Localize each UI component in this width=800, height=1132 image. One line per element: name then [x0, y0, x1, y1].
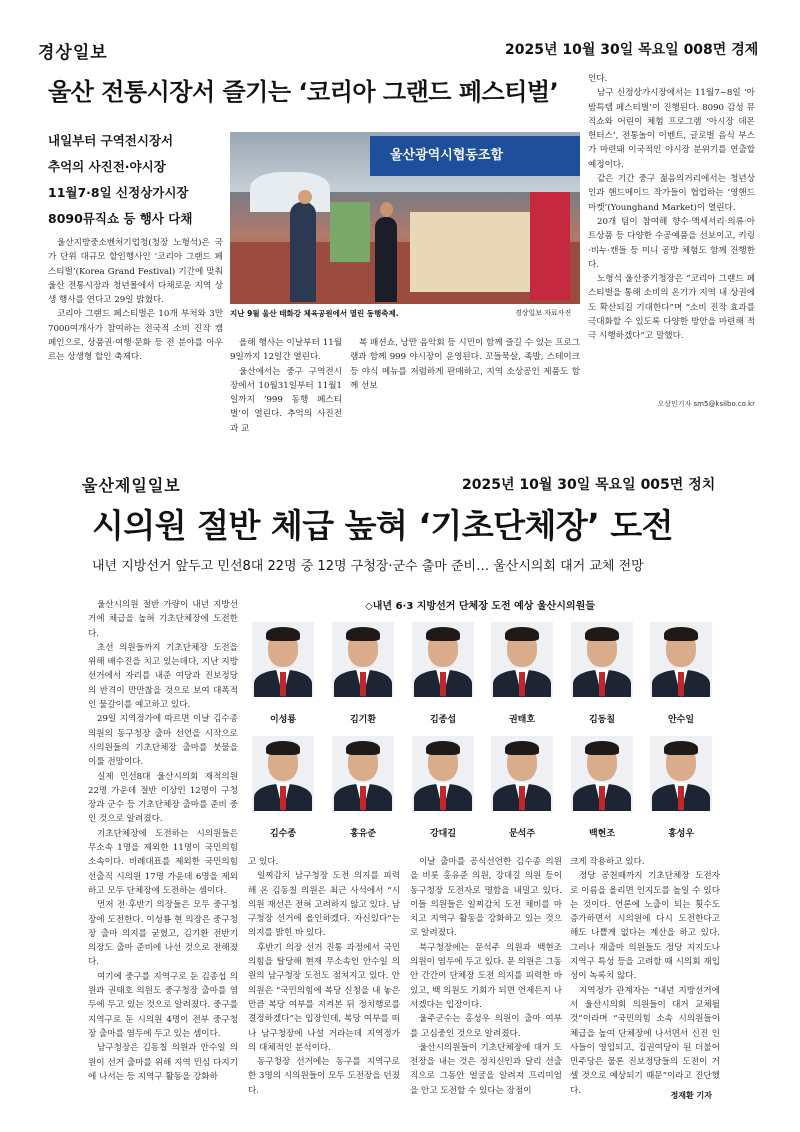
- paragraph: 울산시의원 절반 가량이 내년 지방선거에 체급을 높혀 기초단체장에 도전한다.: [88, 600, 238, 639]
- councilor-name: 권태호: [508, 715, 536, 725]
- paragraph: 지역정가 관계자는 “내년 지방선거에서 울산시의회 의원들이 대거 교체될 것”이라며 “국민의힘 소속 시의원들이 체급을 높여 단체장에 나서면서 신진 인사들이 영입되고, 집권여당이 된 더불어민주당은 물론 진보정당들의 도전이 거셀 것으로 예상되기 때문”이라고 진단했다.: [570, 985, 720, 1096]
- paragraph: 같은 기간 중구 젊음의거리에서는 청년상인과 핸드메이드 작가들이 협업하는 ‘영핸드마켓’(Younghand Market)이 열린다.: [588, 174, 755, 213]
- councilor-portrait: [412, 736, 474, 811]
- byline: 정재환 기자: [670, 1091, 712, 1100]
- councilor-portrait: [650, 622, 712, 697]
- dateline: 2025년 10월 30일 목요일 008면 경제: [505, 42, 759, 58]
- councilor-name: 강대길: [429, 829, 457, 839]
- paragraph: 초선 의원들까지 기초단체장 도전을 위해 배수진을 치고 있는데다, 지난 지방선거에서 자리를 내준 여당과 진보정당의 반격이 만만찮을 것으로 보여 대폭적인 물갈이를 예고하고 있다.: [88, 642, 238, 711]
- councilor-portrait: [571, 736, 633, 811]
- paragraph: 울산시의원들이 기초단체장에 대거 도전장을 내는 것은 정치신인과 달리 선출직으로 그동안 얼굴을 알려져 프리미엄을 안고 도전할 수 있다는 장점이: [410, 1042, 562, 1096]
- paragraph: 29일 지역정가에 따르면 이날 김수종 의원의 동구청장 출마 선언을 시작으로 시의원들의 기초단체장 출마를 붓물을 이룰 전망이다.: [88, 714, 238, 768]
- councilor-name: 이성룡: [269, 715, 297, 725]
- article-column-2: [248, 855, 400, 1098]
- paragraph: 울산에서는 중구 구역전시장에서 10월31일부터 11월1일까지 ‘999 동행 페스티벌’이 열린다. 추억의 사진전과 교: [230, 366, 342, 434]
- subheadline: 내년 지방선거 앞두고 민선8대 22명 중 12명 구청장·군수 출마 준비… 울산시의회 대거 교체 전망: [92, 559, 644, 574]
- paragraph: 20개 팀이 참여해 향수·액세서리·의류·아트상품 등 다양한 수공예품을 선보이고, 키링·비누·캔들 등 미니 공방 체험도 함께 진행한다.: [588, 216, 755, 270]
- byline: 오상민기자 sm5@ksilbo.co.kr: [657, 400, 755, 408]
- paragraph: 동구청장 선거에는 동구를 지역구로 한 3명의 시의원들이 모두 도전장을 던졌다.: [248, 1057, 400, 1096]
- paragraph: 고 있다.: [248, 857, 279, 867]
- photo-caption: 지난 9월 울산 태화강 체육공원에서 열린 동행축제.: [230, 309, 399, 318]
- article-column-3: [410, 855, 562, 1098]
- councilor-name: 김종섭: [429, 715, 457, 725]
- councilor-portrait: [650, 736, 712, 811]
- councilor-portrait: [252, 736, 314, 811]
- booth-banner-text: 울산광역시협동조합: [390, 148, 504, 163]
- councilor-name: 문석주: [508, 829, 536, 839]
- article-column-2: [230, 336, 342, 436]
- paragraph: 복 패션쇼, 낭만 음악회 등 시민이 함께 즐길 수 있는 프로그램과 함께 999 야시장이 운영된다. 꼬들묵살, 족발, 스테이크 등 야식 메뉴를 저렴하게 판매하고, 지역 소상공인 제품도 함께 선보: [350, 338, 580, 391]
- paragraph: 후반기 의장 선거 진통 과정에서 국민의힘을 탈당해 현재 무소속인 안수일 의원의 남구청장 도전도 점쳐지고 있다. 안 의원은 “국민의힘에 복당 신청을 내 놓은 만큼 복당 여부를 지켜본 뒤 정치행로를 결정하겠다”는 입장인데, 복당 여부를 떠나 남구청장에 나설 거라는데 지역정가의 대체적인 분석이다.: [248, 942, 400, 1053]
- article-column-1: [88, 598, 238, 1084]
- councilor-portrait: [571, 622, 633, 697]
- dateline: 2025년 10월 30일 목요일 005면 정치: [462, 477, 716, 493]
- councilor-name: 백현조: [588, 829, 616, 839]
- paragraph: 여기에 중구를 지역구로 둔 김종섭 의원과 권태호 의원도 중구청장 출마를 염두에 두고 있는 것으로 알려졌다. 중구를 지역구로 둔 시의원 4명이 전부 중구청장 출마를 염두에 두고 있는 셈이다.: [88, 971, 238, 1039]
- festival-photo: [230, 132, 580, 304]
- subhead-line: 내일부터 구역전시장서: [48, 133, 174, 148]
- paragraph: 노형석 울산중기청장은 “코리아 그랜드 페스티벌을 통해 소비의 온기가 지역 내 상권에도 확산되길 기대한다”며 “소비 진작 효과를 극대화할 수 있도록 다양한 방안을 마련해 적극 시행하겠다”고 말했다.: [588, 274, 755, 342]
- councilor-portrait: [491, 622, 553, 697]
- person-figure: [290, 202, 316, 302]
- councilor-portrait: [412, 622, 474, 697]
- headline: 울산 전통시장서 즐기는 ‘코리아 그랜드 페스티벌’: [48, 78, 559, 106]
- paragraph: 올해 행사는 이날부터 11월9일까지 12일간 열린다.: [230, 338, 342, 363]
- subhead-line: 추억의 사진전·야시장: [48, 159, 166, 174]
- paragraph: 울주군수는 홍성우 의원이 출마 여부를 고심중인 것으로 알려졌다.: [410, 1014, 562, 1039]
- article-column-4: [570, 855, 720, 1098]
- paragraph: 일찌감치 남구청장 도전 의지를 피력해 온 김동칠 의원은 최근 사석에서 “시의원 재선은 전혀 고려하지 않고 있다. 남구청장 선거에 올인하겠다. 자신있다”는 의지를 밝힌 바 있다.: [248, 871, 400, 939]
- paragraph: 인다.: [588, 74, 608, 84]
- paragraph: 코리아 그랜드 페스티벌은 10개 부처와 3만7000여개사가 참여하는 전국적 소비 진작 캠페인으로, 상품권·여행·문화 등 전 분야를 아우르는 상생형 할인 축제다.: [48, 309, 223, 363]
- councilor-name: 김기환: [349, 715, 377, 725]
- article-column-1: [48, 236, 223, 365]
- article-column-4: [588, 72, 755, 344]
- paragraph: 남구청장은 김동칠 의원과 안수일 의원이 선거 출마를 위해 지역 민심 다지기에 나서는 등 지역구 활동을 강화하: [88, 1043, 238, 1082]
- councilor-name: 홍유준: [349, 829, 377, 839]
- paragraph: 울산지방중소벤처기업청(청장 노형석)은 국가 단위 대규모 할인행사인 ‘코리아 그랜드 페스티벌’(Korea Grand Festival) 기간에 맞춰 울산 전통시장과 청년몰에서 다채로운 지역 상생 행사를 연다고 29일 밝혔다.: [48, 238, 223, 306]
- councilor-portrait: [332, 736, 394, 811]
- newspaper-name: 울산제일일보: [82, 476, 181, 495]
- photo-credit: 경상일보 자료사진: [515, 309, 572, 317]
- subhead-block: [48, 128, 223, 232]
- councilor-name: 안수일: [667, 715, 695, 725]
- councilor-portrait: [491, 736, 553, 811]
- subhead-line: 8090뮤직쇼 등 행사 다채: [48, 211, 193, 226]
- paragraph: 먼저 전·후반기 의장들은 모두 중구청장에 도전한다. 이성룡 현 의장은 중구청장 출마 의지를 굳혔고, 김기환 전반기 의장도 출마 준비에 나선 것으로 전해졌다.: [88, 900, 238, 968]
- paragraph: 북구청장에는 문석주 의원과 백현조 의원이 염두에 두고 있다. 문 의원은 그동안 간간이 단체장 도전 의지를 피력한 바 있고, 백 의원도 기회가 되면 언제든지 나서겠다는 입장이다.: [410, 942, 562, 1010]
- councilor-name: 김동칠: [588, 715, 616, 725]
- paragraph: 정당 공천때까지 기초단체장 도전자로 이름을 올리면 인지도를 높일 수 있다는 것이다. 언론에 노출이 되는 횟수도 증가하면서 시의원에 다시 도전한다고 해도 나쁠게 없다는 계산을 하고 있다. 그러나 재출마 의원들도 정당 지지도나 지역구 특성 등을 고려할 때 시의회 재입성이 녹록치 않다.: [570, 871, 720, 982]
- subhead-line: 11월7·8일 신정상가시장: [48, 185, 189, 200]
- councilor-name: 홍성우: [667, 829, 695, 839]
- paragraph: 실제 민선8대 울산시의회 재적의원 22명 가운데 절반 이상인 12명이 구청장과 군수 등 기초단체장 출마를 준비 중인 것으로 알려졌다.: [88, 771, 238, 825]
- newspaper-name: 경상일보: [38, 43, 108, 63]
- paragraph: 이날 출마를 공식선언한 김수종 의원을 비롯 홍유준 의원, 강대길 의원 등이 동구청장 도전자로 명함을 내밀고 있다. 이들 의원들은 일찌감치 도전 채비를 마치고 지역구 활동을 강화하고 있는 것으로 알려졌다.: [410, 857, 562, 939]
- councilor-name: 김수종: [269, 829, 297, 839]
- councilor-portrait: [252, 622, 314, 697]
- paragraph: 기초단체장에 도전하는 시의원들은 무소속 1명을 제외한 11명이 국민의힘 소속이다. 비례대표를 제외한 국민의힘 선출직 시의원 17명 가운데 6명을 제외하고 모두 단체장에 도전하는 셈이다.: [88, 828, 238, 896]
- headline: 시의원 절반 체급 높혀 ‘기초단체장’ 도전: [92, 506, 674, 545]
- article-column-3: [350, 336, 580, 393]
- councilor-portrait: [332, 622, 394, 697]
- paragraph: 남구 신정상가시장에서는 11월7~8일 ‘아밤특템 페스티벌’이 진행된다. 8090 감성 뮤직쇼와 어린이 체험 프로그램 ‘아시장 데몬 헌터스’, 전통놀이 이벤트, 글로벌 음식 부스가 마련돼 이국적인 야시장 분위기를 연출할 예정이다.: [588, 88, 755, 170]
- paragraph: 크게 작용하고 있다.: [570, 857, 645, 867]
- photo-title: ◇내년 6·3 지방선거 단체장 도전 예상 울산시의원들: [365, 601, 595, 612]
